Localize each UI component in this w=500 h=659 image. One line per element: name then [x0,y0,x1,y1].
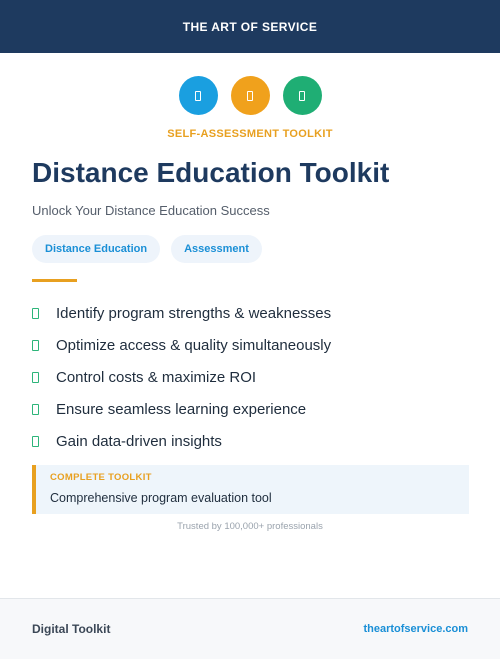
clipboard-icon [179,76,218,115]
kicker-label: SELF-ASSESSMENT TOOLKIT [167,128,333,140]
check-icon [32,404,39,415]
feature-text: Gain data-driven insights [56,432,222,450]
feature-item [32,329,331,361]
check-icon [32,436,39,447]
trust-line: Trusted by 100,000+ professionals [177,521,323,532]
feature-text: Optimize access & quality simultaneously [56,336,332,354]
feature-item [32,393,331,425]
check-document-icon [283,76,322,115]
footer-bar [0,598,500,659]
footer-label: Digital Toolkit [32,622,111,636]
page-title: Distance Education Toolkit [32,157,390,188]
feature-item [32,297,331,329]
header-bar [0,0,500,53]
check-icon [32,340,39,351]
page-subtitle: Unlock Your Distance Education Success [32,203,270,218]
callout-text: Comprehensive program evaluation tool [50,491,272,505]
website-link[interactable]: theartofservice.com [363,623,468,635]
toolkit-callout [32,465,469,514]
accent-divider [32,279,77,282]
feature-text: Control costs & maximize ROI [56,368,257,386]
callout-label: COMPLETE TOOLKIT [50,472,152,483]
feature-item [32,425,331,457]
check-icon [32,308,39,319]
feature-list [32,297,331,457]
chart-icon [231,76,270,115]
feature-text: Identify program strengths & weaknesses [56,304,332,322]
tag-assessment[interactable]: Assessment [171,235,262,263]
feature-item [32,361,331,393]
brand-name: THE ART OF SERVICE [182,19,318,34]
check-icon [32,372,39,383]
feature-text: Ensure seamless learning experience [56,400,307,418]
icon-row [0,76,500,115]
tag-list [32,235,262,263]
tag-distance-education[interactable]: Distance Education [32,235,160,263]
